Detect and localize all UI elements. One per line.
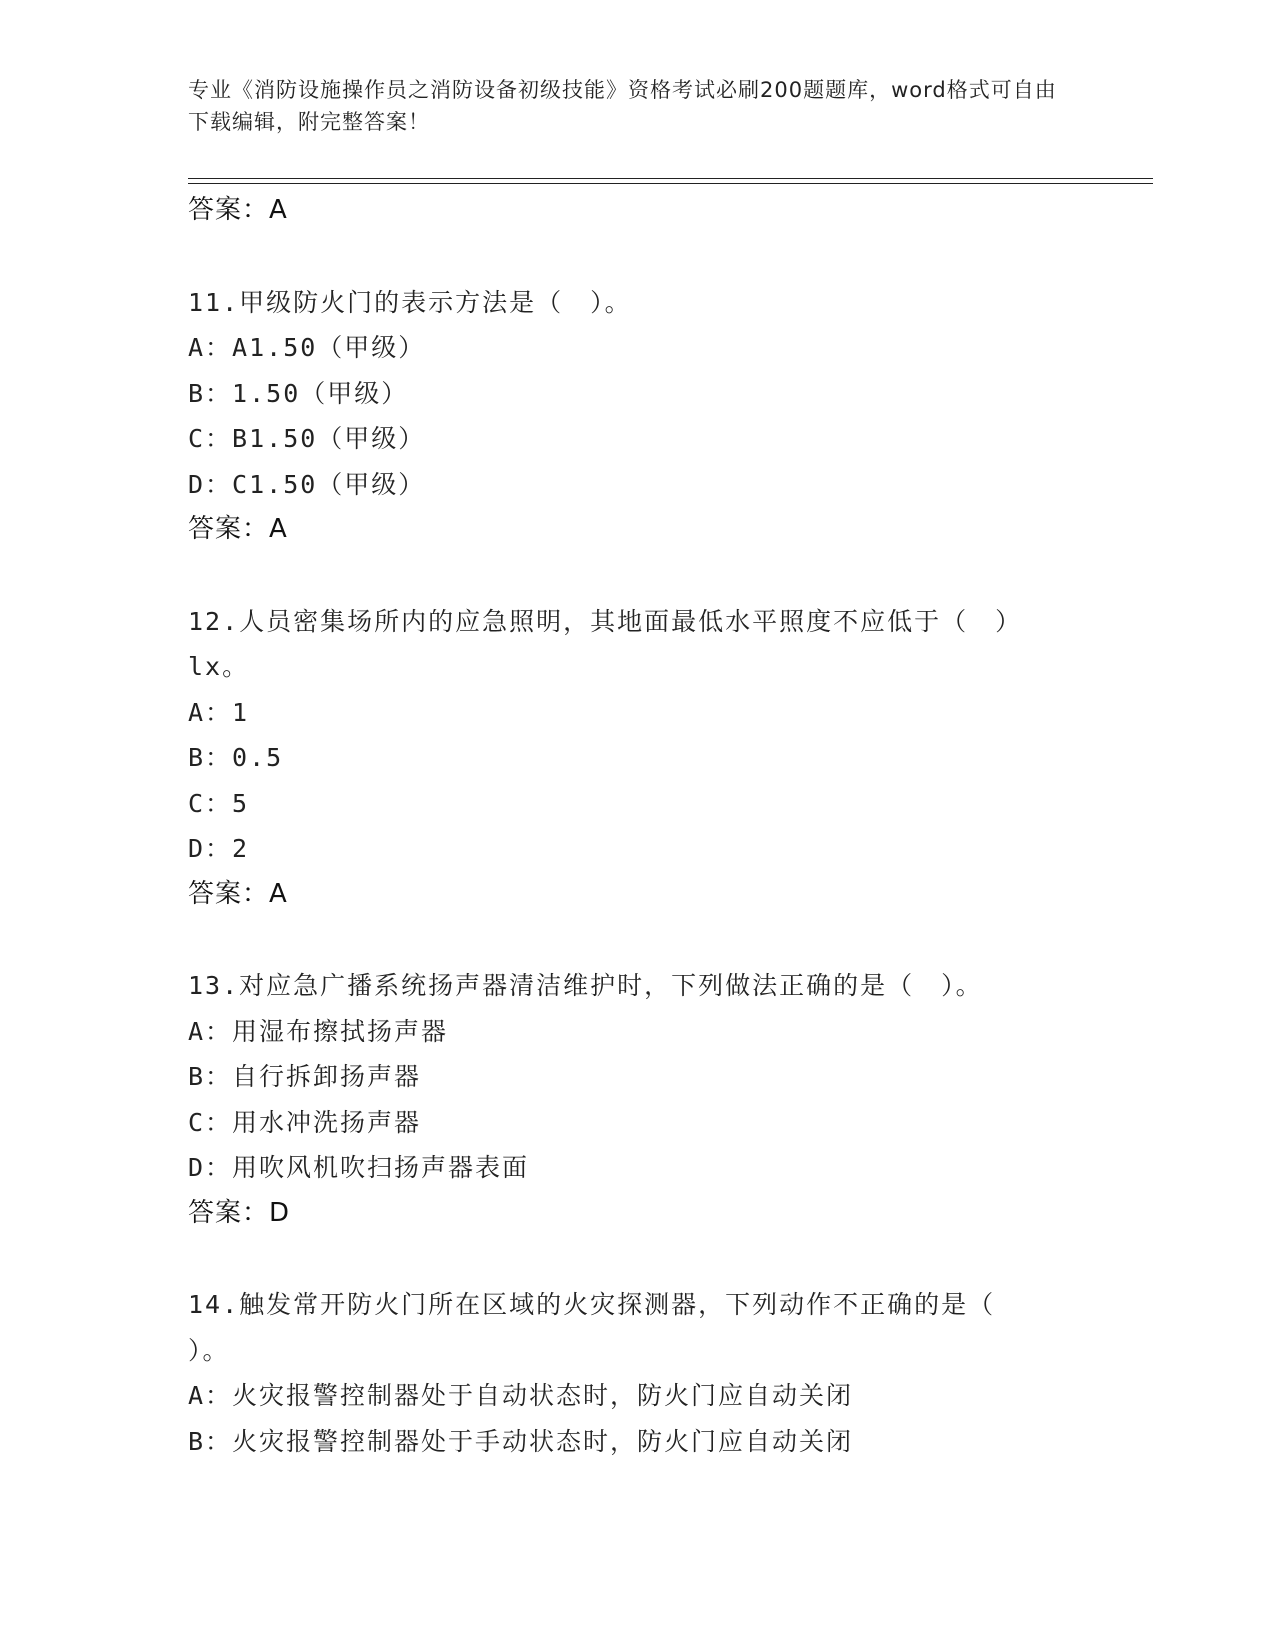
option-13-d: D：用吹风机吹扫扬声器表面 bbox=[188, 1153, 530, 1182]
option-11-b: B：1.50（甲级） bbox=[188, 378, 409, 408]
option-12-d: D：2 bbox=[188, 834, 250, 863]
option-13-b: B：自行拆卸扬声器 bbox=[188, 1062, 422, 1091]
option-13-a: A：用湿布擦拭扬声器 bbox=[188, 1016, 449, 1046]
question-12-line-1: 12.人员密集场所内的应急照明，其地面最低水平照度不应低于（ ） bbox=[188, 606, 1023, 636]
option-11-c: C：B1.50（甲级） bbox=[188, 424, 426, 453]
answer-12: 答案：A bbox=[188, 878, 288, 909]
option-12-c: C：5 bbox=[188, 788, 250, 818]
spacer bbox=[188, 234, 1148, 280]
answer-10: 答案：A bbox=[188, 195, 288, 225]
answer-13: 答案：D bbox=[188, 1197, 291, 1228]
question-14-line-1: 14.触发常开防火门所在区域的火灾探测器，下列动作不正确的是（ bbox=[188, 1290, 996, 1319]
answer-11: 答案：A bbox=[188, 514, 288, 544]
option-11-a: A：A1.50（甲级） bbox=[188, 333, 426, 362]
spacer bbox=[188, 917, 1148, 963]
option-12-b: B：0.5 bbox=[188, 743, 284, 772]
option-14-a: A：火灾报警控制器处于自动状态时，防火门应自动关闭 bbox=[188, 1381, 854, 1410]
option-14-b: B：火灾报警控制器处于手动状态时，防火门应自动关闭 bbox=[188, 1426, 854, 1456]
question-13: 13.对应急广播系统扬声器清洁维护时，下列做法正确的是（ ）。 bbox=[188, 971, 983, 1000]
spacer bbox=[188, 553, 1148, 599]
spacer bbox=[188, 1236, 1148, 1282]
page-header: 专业《消防设施操作员之消防设备初级技能》资格考试必刷200题题库，word格式可自由下载编辑，附完整答案！ bbox=[188, 78, 1057, 134]
header-divider-second bbox=[188, 183, 1153, 184]
question-14-line-2: ）。 bbox=[188, 1335, 230, 1365]
header-divider bbox=[188, 178, 1153, 179]
question-list bbox=[188, 188, 1148, 1464]
option-11-d: D：C1.50（甲级） bbox=[188, 469, 426, 499]
question-12-line-2: lx。 bbox=[188, 652, 250, 681]
option-12-a: A：1 bbox=[188, 697, 250, 727]
question-11: 11.甲级防火门的表示方法是（ ）。 bbox=[188, 287, 632, 317]
option-13-c: C：用水冲洗扬声器 bbox=[188, 1107, 422, 1137]
